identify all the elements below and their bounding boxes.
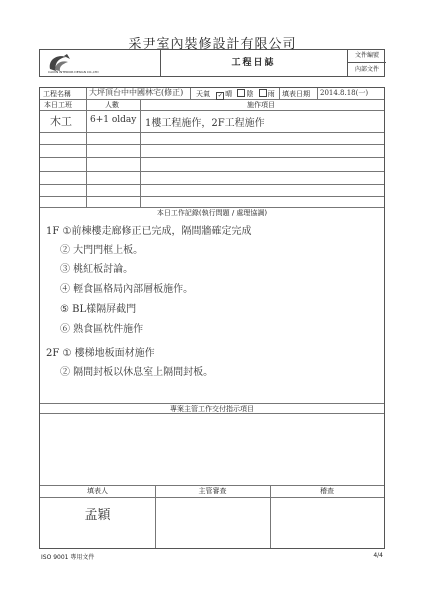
col-divider xyxy=(190,88,191,99)
document-number-cell xyxy=(348,50,386,76)
fill-date-label: 填表日期 xyxy=(282,90,310,98)
weather-option-cloudy[interactable]: 陰 xyxy=(237,90,253,98)
reviewer-label: 主管審查 xyxy=(198,487,227,495)
work-record-line: ⑤ BL樣隔屏截門 xyxy=(60,304,137,315)
crew-trade-header: 本日工班 xyxy=(44,101,72,109)
col-divider xyxy=(86,99,87,207)
page-footer xyxy=(39,548,385,563)
col-divider xyxy=(317,88,318,99)
weather-label: 天氣 xyxy=(196,90,210,98)
project-name-value: 大坪頂台中中國林宅(修正) xyxy=(89,88,184,97)
col-divider xyxy=(279,88,280,99)
footer-page-number: 4/4 xyxy=(373,552,383,559)
weather-option-sunny[interactable]: ✓ 晴 xyxy=(217,90,233,99)
work-record-line: ② 隔間封板以休息室上隔間封板。 xyxy=(60,367,214,378)
company-logo xyxy=(40,50,161,76)
project-name-label: 工程名稱 xyxy=(43,90,71,98)
work-record-heading: 本日工作記錄(執行問題 / 處理協調) xyxy=(156,209,268,217)
logo-caption: CAIXIN INTERIOR DESIGN CO.,LTD xyxy=(48,70,99,74)
row-divider xyxy=(40,171,384,172)
row-divider xyxy=(40,157,384,158)
filler-label: 填表人 xyxy=(87,487,108,495)
row-divider xyxy=(40,497,384,498)
work-record-line: 1F ①前棟樓走廊修正已完成，隔間牆確定完成 xyxy=(46,226,252,237)
row-divider xyxy=(40,110,384,111)
supervisor-instructions-area[interactable] xyxy=(42,416,382,482)
crew-headcount-header: 人數 xyxy=(105,101,119,109)
company-name: 采尹室內裝修設計有限公司 xyxy=(128,37,297,52)
weather-field xyxy=(196,89,275,100)
audit-label: 稽查 xyxy=(320,487,334,495)
work-record-line: ⑥ 熟食區枕件施作 xyxy=(60,324,144,335)
log-table xyxy=(39,87,385,549)
crew-work-header: 施作項目 xyxy=(247,101,275,109)
work-record-line: 2F ① 樓梯地板面材施作 xyxy=(46,348,155,359)
crew-headcount-value: 6+1 olday xyxy=(90,115,137,125)
crew-trade-value: 木工 xyxy=(50,115,72,128)
work-record-line: ④ 輕食區格局內部層板施作。 xyxy=(60,284,194,295)
doc-no-label: 文件編號 xyxy=(348,50,386,63)
footer-iso-label: ISO 9001 專用文件 xyxy=(41,554,95,561)
work-record-line: ③ 桃紅板討論。 xyxy=(60,264,134,275)
form-header xyxy=(39,49,385,77)
work-record-line: ② 大門門框上板。 xyxy=(60,245,144,256)
row-divider xyxy=(40,144,384,145)
row-divider xyxy=(40,132,384,133)
col-divider xyxy=(140,99,141,207)
checkbox-icon xyxy=(259,89,267,97)
row-divider xyxy=(40,184,384,185)
crew-work-value: 1樓工程施作，2F工程施作 xyxy=(145,118,265,129)
doc-no-value: 內部文件 xyxy=(354,66,379,73)
filler-signature: 孟穎 xyxy=(84,508,111,523)
checkbox-icon xyxy=(237,89,245,97)
form-title: 工程日誌 xyxy=(160,50,348,76)
supervisor-heading: 專案主管工作交付指示項目 xyxy=(170,405,254,413)
checkbox-checked-icon: ✓ xyxy=(217,92,223,99)
weather-option-rainy[interactable]: 雨 xyxy=(259,90,275,98)
fill-date-value: 2014.8.18(一) xyxy=(320,89,369,97)
row-divider xyxy=(40,196,384,197)
